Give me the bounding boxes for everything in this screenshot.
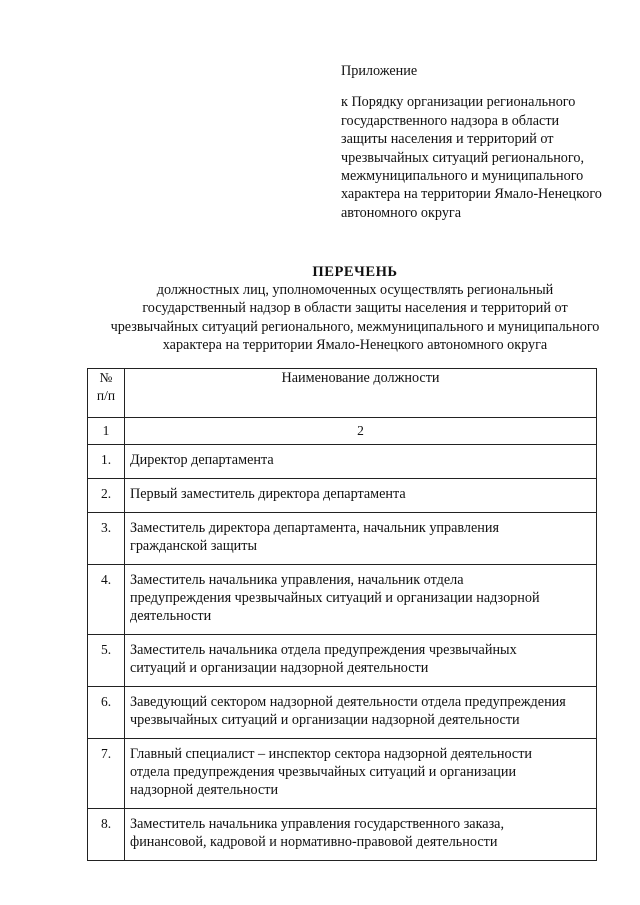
position-name-line: Заместитель начальника управления, начальник отдела [130,572,464,588]
position-name-line: Заместитель начальника управления государственного заказа, [130,816,505,832]
table-row [88,513,597,565]
header-number-abbrev: п/п [96,388,116,403]
header-name-cell: Наименование должности [125,369,597,418]
position-name [125,739,597,809]
position-name [125,565,597,635]
position-name-line: Заместитель директора департамента, начальник управления [130,520,500,536]
appendix-title: Приложение [341,63,418,79]
position-name-line: Заместитель начальника отдела предупреждения чрезвычайных [130,642,517,658]
table-row [88,445,597,479]
position-name [125,445,597,479]
appendix-line: к Порядку организации регионального [341,94,576,111]
header-number-symbol: № [99,370,113,385]
position-name-line: надзорной деятельности [130,782,279,798]
position-name-line: Заведующий сектором надзорной деятельности отдела предупреждения [130,694,566,710]
appendix-line: автономного округа [341,204,462,221]
table-row [88,635,597,687]
row-number: 1. [88,445,125,479]
subtitle-line: государственный надзор в области защиты населения и территорий от [142,300,568,317]
row-number: 8. [88,809,125,861]
table-row [88,809,597,861]
table-row [88,565,597,635]
subtitle-line: характера на территории Ямало-Ненецкого автономного округа [162,337,548,354]
position-name [125,809,597,861]
appendix-line: характера на территории Ямало-Ненецкого [341,186,602,203]
position-name [125,687,597,739]
position-name-line: ситуаций и организации надзорной деятельности [130,660,429,676]
table-row [88,739,597,809]
position-name-line: Первый заместитель директора департамента [130,486,406,502]
appendix-block [341,62,626,222]
column-index-2: 2 [125,418,597,445]
position-name [125,513,597,565]
document-heading [60,263,640,355]
row-number: 2. [88,479,125,513]
subtitle-line: должностных лиц, уполномоченных осуществлять региональный [156,282,554,298]
table-header-row [88,369,597,418]
position-name-line: деятельности [130,608,212,624]
position-name-line: предупреждения чрезвычайных ситуаций и организации надзорной [130,590,540,606]
position-name-line: чрезвычайных ситуаций и организации надзорной деятельности [130,712,520,728]
position-name-line: гражданской защиты [130,538,257,554]
document-title: ПЕРЕЧЕНЬ [312,264,398,280]
row-number: 6. [88,687,125,739]
position-name-line: Директор департамента [130,452,274,468]
positions-table [87,368,597,861]
table-row [88,479,597,513]
row-number: 7. [88,739,125,809]
table-row [88,687,597,739]
position-name-line: отдела предупреждения чрезвычайных ситуаций и организации [130,764,517,780]
appendix-line: защиты населения и территорий от [341,131,554,148]
row-number: 4. [88,565,125,635]
header-number-cell [88,369,125,418]
position-name [125,635,597,687]
column-index-row [88,418,597,445]
position-name [125,479,597,513]
appendix-line: чрезвычайных ситуаций регионального, [341,149,585,166]
appendix-line: межмуниципального и муниципального [341,168,584,185]
row-number: 3. [88,513,125,565]
document-subtitle [60,281,640,355]
appendix-reference [341,93,626,222]
position-name-line: Главный специалист – инспектор сектора надзорной деятельности [130,746,533,762]
position-name-line: финансовой, кадровой и нормативно-правовой деятельности [130,834,498,850]
appendix-line: государственного надзора в области [341,112,560,129]
row-number: 5. [88,635,125,687]
column-index-1: 1 [88,418,125,445]
subtitle-line: чрезвычайных ситуаций регионального, межмуниципального и муниципального [110,318,600,335]
